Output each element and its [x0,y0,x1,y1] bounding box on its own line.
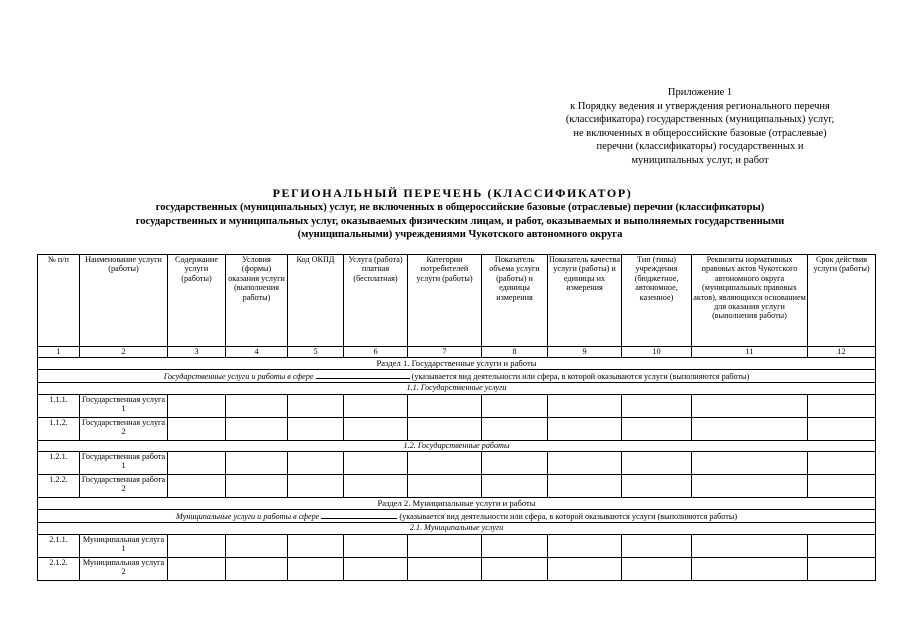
table-row [38,557,876,580]
subtitle-line: государственных (муниципальных) услуг, не включенных в общероссийские базовые (отраслевые) перечни (классификаторы) [155,202,765,213]
header-cell: Срок действия услуги (работы) [808,255,876,347]
section-title: Раздел 1. Государственные услуги и работы [38,358,876,370]
header-cell: Код ОКПД [288,255,344,347]
table-row [38,534,876,557]
section-row [38,498,876,510]
column-number-row [38,347,876,358]
table-row [38,452,876,475]
appendix-line: Приложение 1 [667,87,733,98]
row-number: 1.1.1. [38,394,80,417]
header-cell: Содержание услуги (работы) [168,255,226,347]
header-cell: Показатель качества услуги (работы) и единицы их измерения [548,255,622,347]
column-number: 9 [548,347,622,358]
column-number: 4 [226,347,288,358]
subsection-title: 1.2. Государственные работы [38,440,876,452]
classifier-table [37,254,876,581]
column-number: 7 [408,347,482,358]
sphere-blank-line [321,510,397,519]
row-name: Государственная услуга 2 [80,417,168,440]
column-number: 6 [344,347,408,358]
column-number: 2 [80,347,168,358]
subsection-title: 1.1. Государственные услуги [38,383,876,395]
appendix-line: (классификатора) государственных (муниципальных) услуг, [565,114,835,126]
sphere-blank-line [316,370,410,379]
header-cell: Показатель объема услуги (работы) и единицы измерения [482,255,548,347]
column-number: 11 [692,347,808,358]
sphere-row [38,509,876,523]
appendix-line: не включенных в общероссийские базовые (отраслевые) [573,127,827,139]
subtitle-line: (муниципальными) учреждениями Чукотского автономного округа [297,229,623,240]
subsection-row [38,440,876,452]
appendix-line: перечни (классификаторы) государственных и [596,141,804,153]
header-cell: Услуга (работа) платная (бесплатная) [344,255,408,347]
header-cell: Тип (типы) учреждения (бюджетное, автономное, казенное) [622,255,692,347]
column-number: 12 [808,347,876,358]
header-row [38,255,876,347]
table-row [38,417,876,440]
row-number: 2.1.1. [38,534,80,557]
subsection-title: 2.1. Муниципальные услуги [38,523,876,535]
column-number: 5 [288,347,344,358]
sphere-label: Муниципальные услуги и работы в сфере [175,511,320,521]
appendix-line: к Порядку ведения и утверждения регионального перечня [570,100,830,112]
row-name: Государственная услуга 1 [80,394,168,417]
row-name: Государственная работа 1 [80,452,168,475]
column-number: 3 [168,347,226,358]
row-number: 2.1.2. [38,557,80,580]
header-cell: Наименование услуги (работы) [80,255,168,347]
row-name: Государственная работа 2 [80,475,168,498]
header-cell: Реквизиты нормативных правовых актов Чукотского автономного округа (муниципальных правовых актов), являющихся основанием для оказания услуги (выполнения работы) [692,255,808,347]
subsection-row [38,383,876,395]
document-title: РЕГИОНАЛЬНЫЙ ПЕРЕЧЕНЬ (КЛАССИФИКАТОР) [272,186,633,200]
sphere-cell [38,369,876,383]
table-row [38,475,876,498]
row-number: 1.1.2. [38,417,80,440]
appendix-block [520,86,880,168]
document-subtitle [40,201,880,242]
section-title: Раздел 2. Муниципальные услуги и работы [38,498,876,510]
sphere-note: (указывается вид деятельности или сфера, в которой оказываются услуги (выполняются работы) [399,511,738,521]
row-number: 1.2.1. [38,452,80,475]
header-cell: Условия (формы) оказания услуги (выполнения работы) [226,255,288,347]
section-row [38,358,876,370]
sphere-row [38,369,876,383]
subtitle-line: государственных и муниципальных услуг, оказываемых физическим лицам, и работ, оказываемых и выполняемых государственными [135,215,785,227]
row-name: Муниципальная услуга 1 [80,534,168,557]
header-cell: Категории потребителей услуги (работы) [408,255,482,347]
row-number: 1.2.2. [38,475,80,498]
row-name: Муниципальная услуга 2 [80,557,168,580]
header-cell: № п/п [38,255,80,347]
column-number: 1 [38,347,80,358]
subsection-row [38,523,876,535]
sphere-cell [38,509,876,523]
sphere-label: Государственные услуги и работы в сфере [163,371,314,381]
table-row [38,394,876,417]
sphere-note: (указывается вид деятельности или сфера, в которой оказываются услуги (выполняются работы) [411,371,750,381]
column-number: 10 [622,347,692,358]
column-number: 8 [482,347,548,358]
appendix-line: муниципальных услуг, и работ [631,154,769,166]
